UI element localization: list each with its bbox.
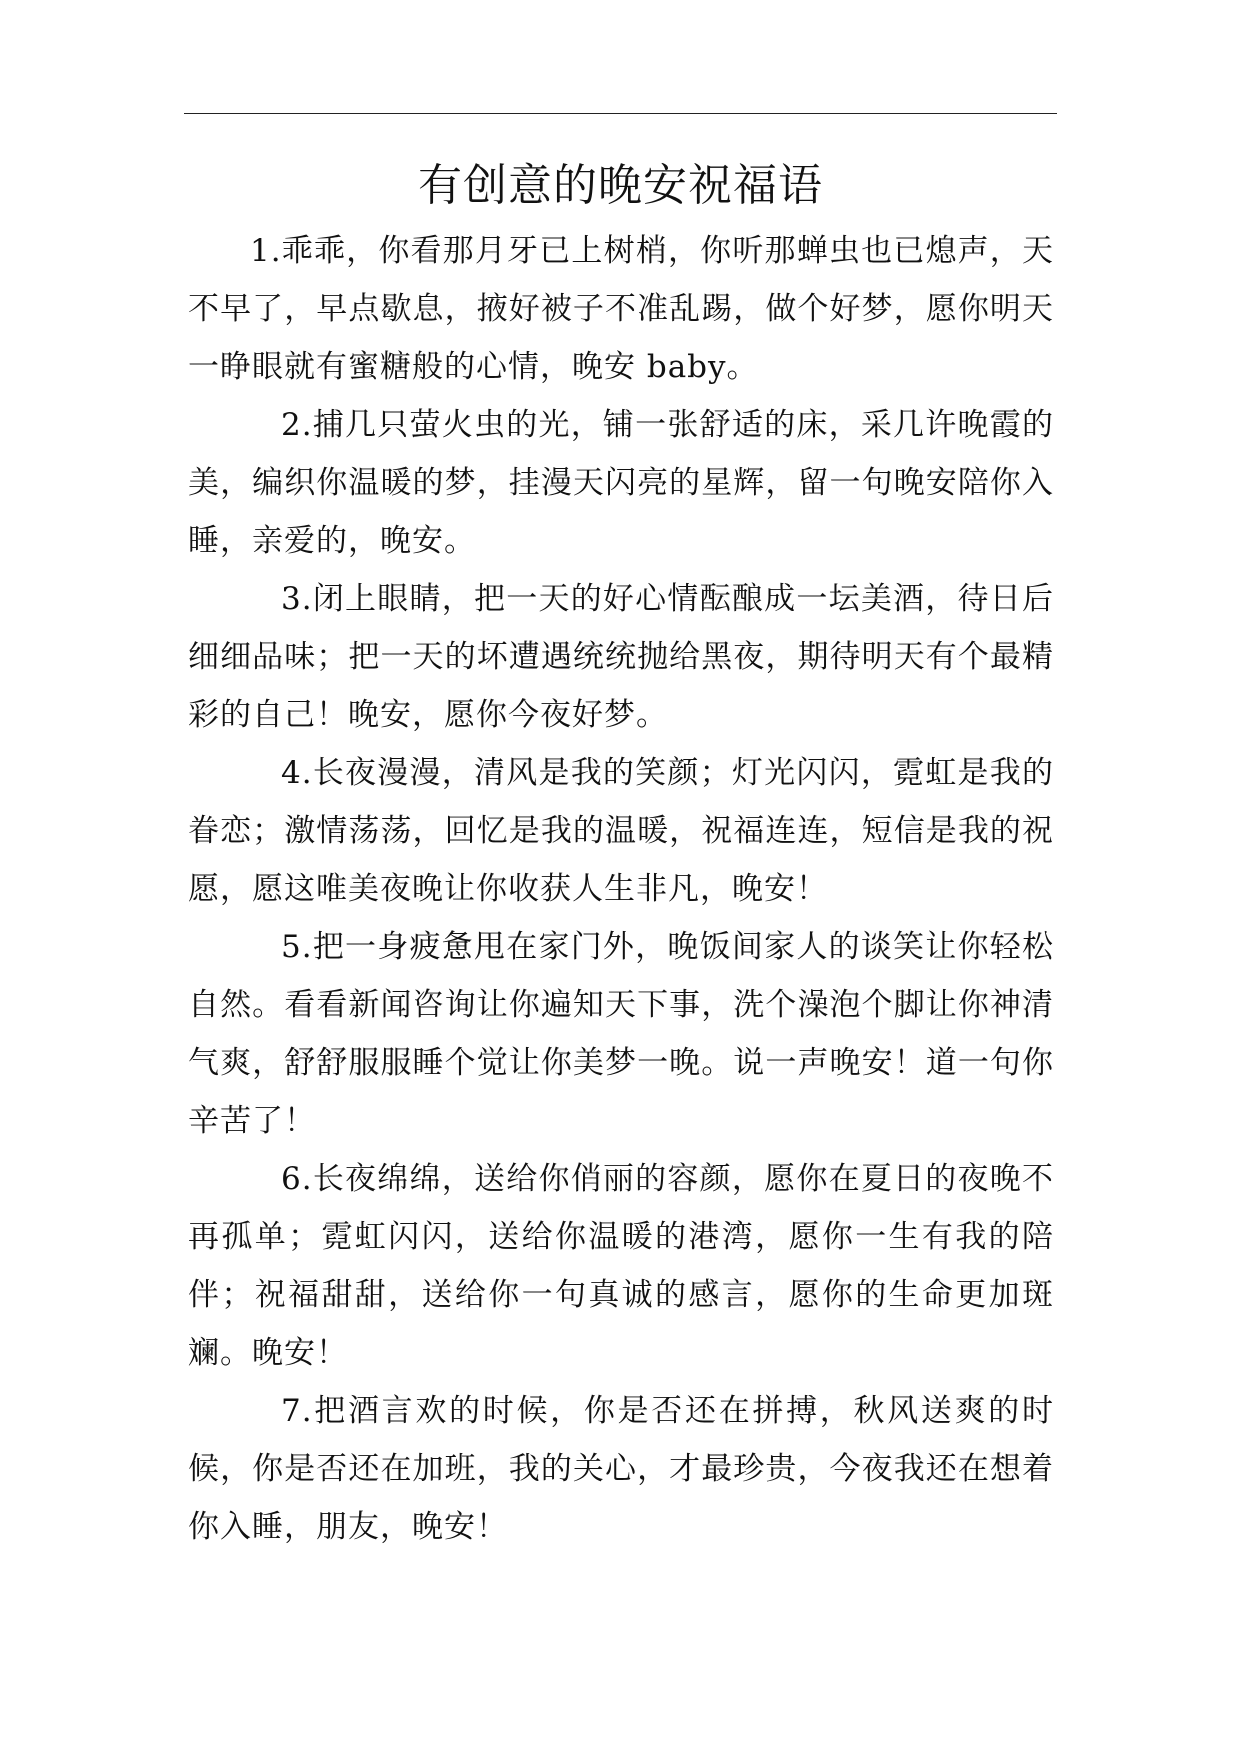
- header-rule: [184, 113, 1057, 114]
- paragraph-6: 6.长夜绵绵，送给你俏丽的容颜，愿你在夏日的夜晚不再孤单；霓虹闪闪，送给你温暖的港湾，愿你一生有我的陪伴；祝福甜甜，送给你一句真诚的感言，愿你的生命更加斑斓。晚安！: [188, 1161, 1054, 1371]
- paragraph-1: 1.乖乖，你看那月牙已上树梢，你听那蝉虫也已熄声，天不早了，早点歇息，掖好被子不准乱踢，做个好梦，愿你明天一睁眼就有蜜糖般的心情，晚安 baby。: [188, 233, 1054, 385]
- document-body: [188, 222, 1054, 1556]
- paragraph-3: 3.闭上眼睛，把一天的好心情酝酿成一坛美酒，待日后细细品味；把一天的坏遭遇统统抛给黑夜，期待明天有个最精彩的自己！晚安，愿你今夜好梦。: [188, 581, 1054, 733]
- paragraph-5: 5.把一身疲惫甩在家门外，晚饭间家人的谈笑让你轻松自然。看看新闻咨询让你遍知天下事，洗个澡泡个脚让你神清气爽，舒舒服服睡个觉让你美梦一晚。说一声晚安！道一句你辛苦了！: [188, 929, 1054, 1139]
- paragraph-2: 2.捕几只萤火虫的光，铺一张舒适的床，采几许晚霞的美，编织你温暖的梦，挂漫天闪亮的星辉，留一句晚安陪你入睡，亲爱的，晚安。: [188, 407, 1054, 559]
- paragraph-7: 7.把酒言欢的时候，你是否还在拼搏，秋风送爽的时候，你是否还在加班，我的关心，才最珍贵，今夜我还在想着你入睡，朋友，晚安！: [188, 1393, 1054, 1545]
- paragraph-4: 4.长夜漫漫，清风是我的笑颜；灯光闪闪，霓虹是我的眷恋；激情荡荡，回忆是我的温暖，祝福连连，短信是我的祝愿，愿这唯美夜晚让你收获人生非凡，晚安！: [188, 755, 1054, 907]
- document-title: 有创意的晚安祝福语: [418, 160, 823, 211]
